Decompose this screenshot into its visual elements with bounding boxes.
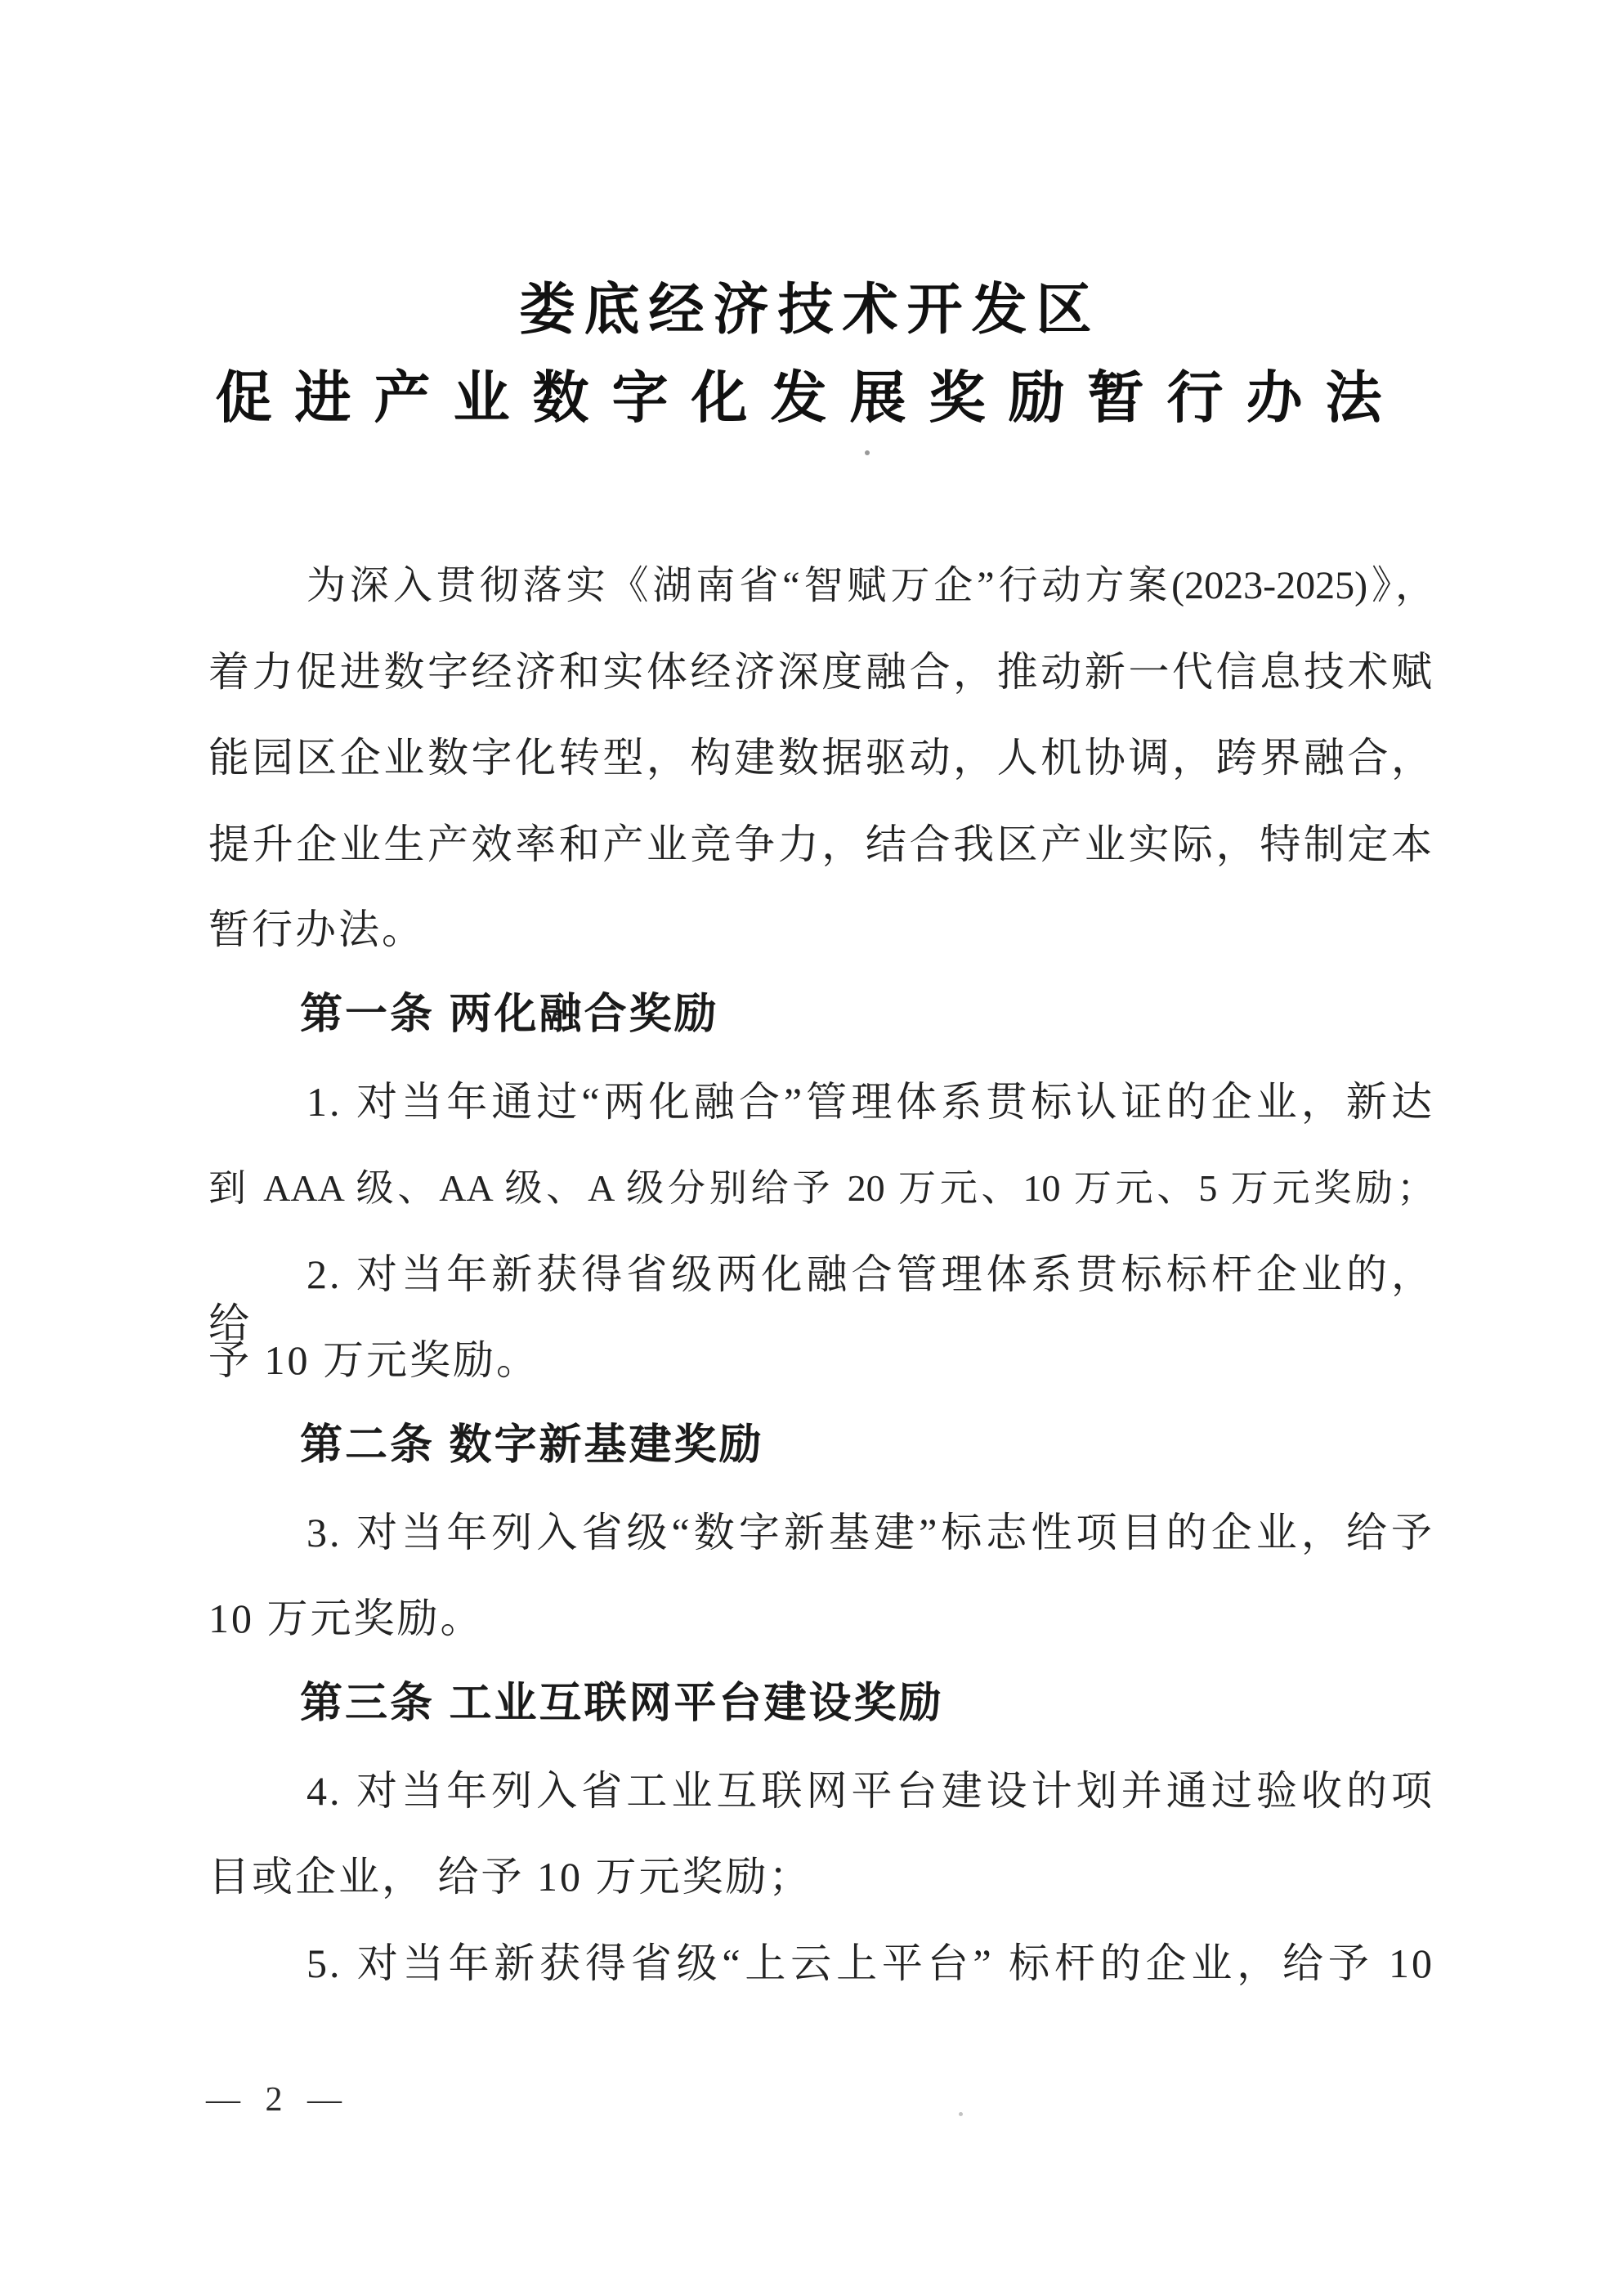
article3-heading: 第三条 工业互联网平台建设奖励 — [300, 1680, 944, 1727]
article1-heading: 第一条 两化融合奖励 — [300, 991, 719, 1038]
intro-line-5: 暂行办法。 — [208, 906, 425, 952]
intro-line-3: 能园区企业数字化转型，构建数据驱动，人机协调，跨界融合， — [208, 735, 1434, 781]
article1-item2-line2: 予 10 万元奖励。 — [208, 1337, 539, 1383]
scan-speck — [865, 450, 870, 455]
page-number: — 2 — — [206, 2081, 343, 2119]
scan-speck — [959, 2112, 963, 2116]
document-title-line2: 促进产业数字化发展奖励暂行办法 — [215, 367, 1405, 429]
article3-item4-line1: 4. 对当年列入省工业互联网平台建设计划并通过验收的项 — [307, 1768, 1434, 1814]
intro-line-1: 为深入贯彻落实《湖南省“智赋万企”行动方案(2023-2025)》， — [307, 564, 1434, 607]
article1-item1-line1: 1. 对当年通过“两化融合”管理体系贯标认证的企业，新达 — [307, 1079, 1434, 1125]
article1-item1-line2: 到 AAA 级、AA 级、A 级分别给予 20 万元、10 万元、5 万元奖励； — [208, 1167, 1434, 1209]
document-title-line1: 娄底经济技术开发区 — [519, 279, 1101, 341]
article2-item3-line2: 10 万元奖励。 — [208, 1596, 484, 1641]
intro-line-2: 着力促进数字经济和实体经济深度融合，推动新一代信息技术赋 — [208, 649, 1434, 695]
article3-item5-line1: 5. 对当年新获得省级“上云上平台” 标杆的企业，给予 10 — [307, 1940, 1434, 1986]
article3-item4-line2: 目或企业， 给予 10 万元奖励； — [208, 1854, 812, 1900]
article1-item2-line1: 2. 对当年新获得省级两化融合管理体系贯标标杆企业的，给 — [208, 1251, 1434, 1346]
article2-heading: 第二条 数字新基建奖励 — [300, 1421, 764, 1469]
intro-line-4: 提升企业生产效率和产业竞争力，结合我区产业实际，特制定本 — [208, 821, 1434, 867]
article2-item3-line1: 3. 对当年列入省级“数字新基建”标志性项目的企业，给予 — [307, 1510, 1434, 1555]
